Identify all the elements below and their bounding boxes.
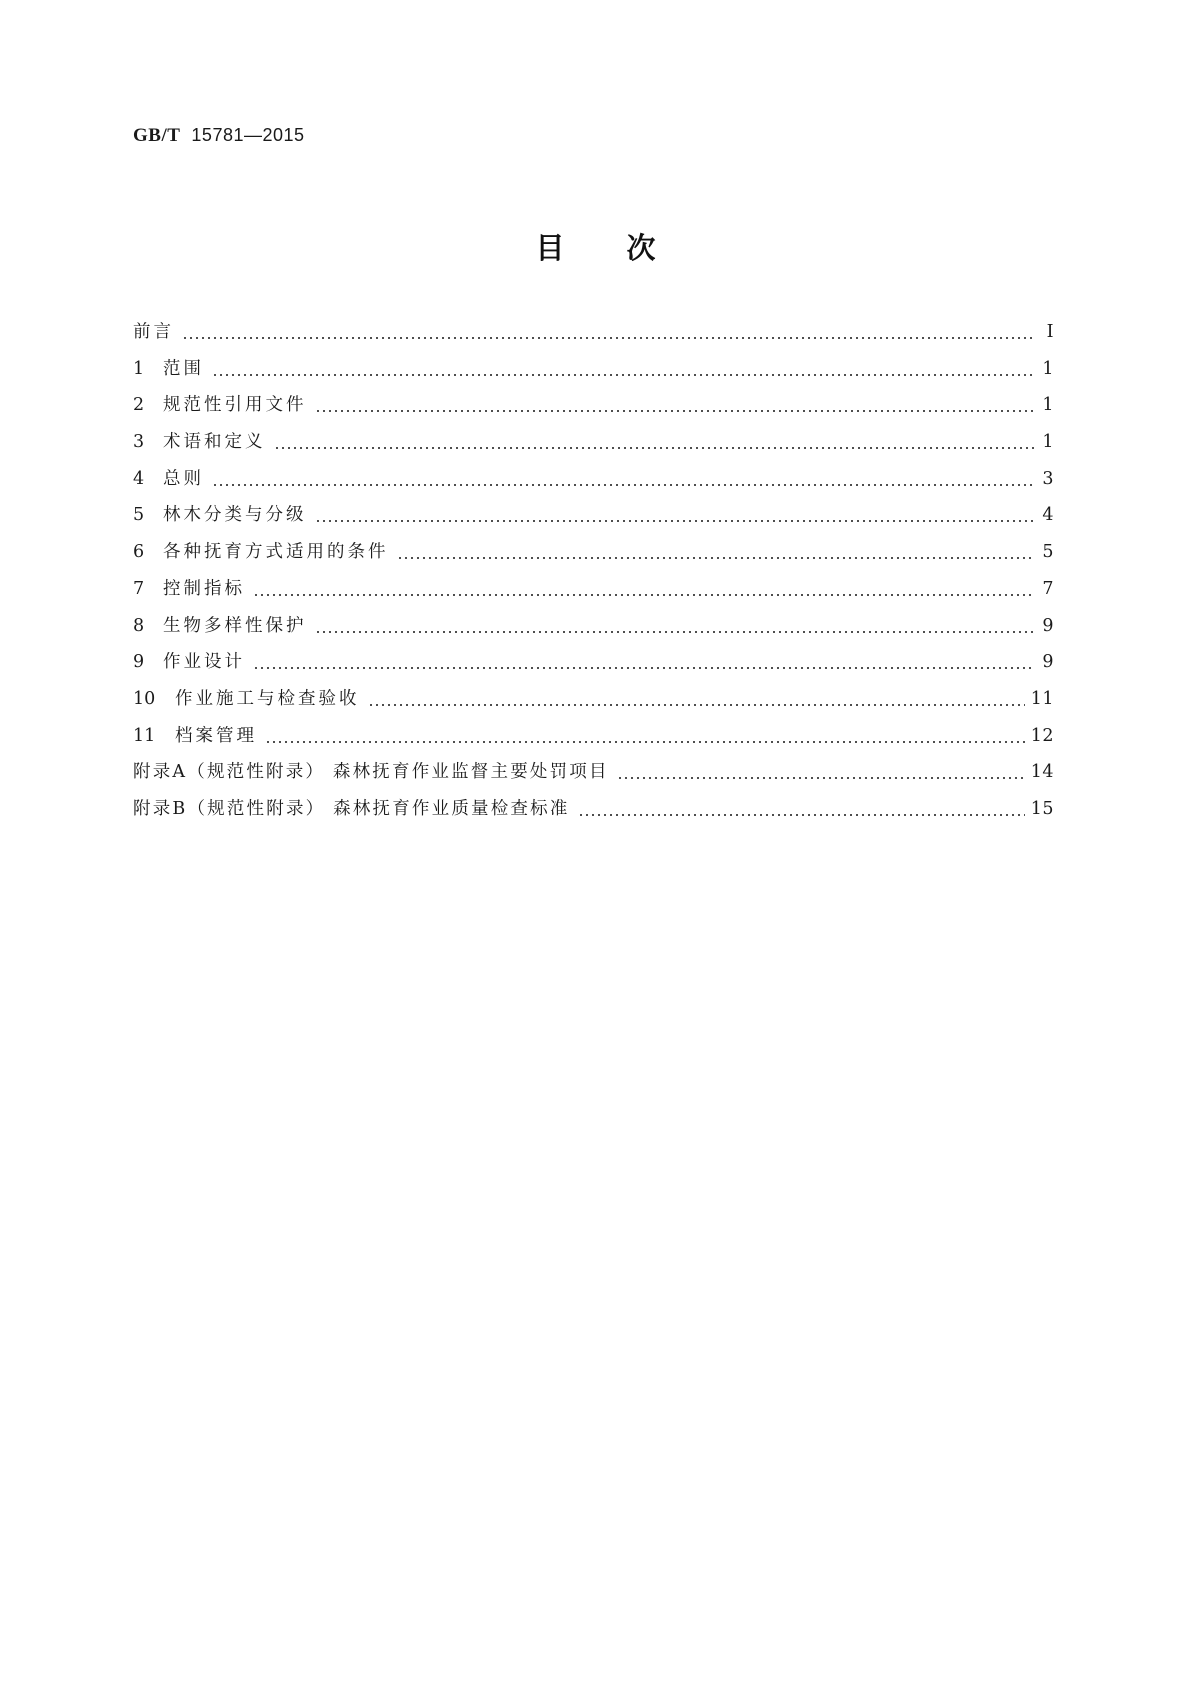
toc-entry-label: 前言 — [133, 322, 174, 342]
toc-entry-page: 7 — [1042, 578, 1054, 599]
toc-entry-number: 8 — [133, 615, 145, 636]
toc-entry[interactable] — [133, 320, 1054, 357]
toc-entry[interactable] — [133, 467, 1054, 504]
toc-entry-page: Ⅰ — [1046, 322, 1054, 342]
toc-entry-page: 5 — [1042, 542, 1054, 563]
toc-entry-page: 11 — [1030, 688, 1054, 709]
standard-number: 15781—2015 — [191, 125, 305, 145]
toc-entry-number: 6 — [133, 542, 145, 563]
toc-entry-page: 1 — [1042, 395, 1054, 416]
toc-entry-page: 15 — [1030, 798, 1054, 819]
toc-entry-page: 9 — [1042, 615, 1054, 636]
toc-entry-number: 11 — [133, 725, 156, 746]
toc-entry[interactable] — [133, 760, 1054, 797]
toc-entry-label: 控制指标 — [163, 578, 245, 599]
toc-entry-page: 1 — [1042, 358, 1054, 379]
dot-leader — [253, 577, 1034, 601]
toc-entry[interactable] — [133, 577, 1054, 614]
toc-entry[interactable] — [133, 393, 1054, 430]
toc-entry-label: 生物多样性保护 — [163, 615, 307, 636]
toc-entry-number: 4 — [133, 468, 145, 489]
toc-entry-label: 总则 — [163, 468, 204, 489]
toc-entry-number: 9 — [133, 652, 145, 673]
toc-entry-number: 5 — [133, 505, 145, 526]
dot-leader — [212, 357, 1034, 381]
dot-leader — [212, 467, 1034, 491]
toc-entry[interactable] — [133, 540, 1054, 577]
dot-leader — [617, 760, 1025, 784]
dot-leader — [315, 503, 1035, 527]
toc-entry-number: 2 — [133, 395, 145, 416]
toc-entry-label: 作业施工与检查验收 — [175, 688, 360, 709]
toc-entry-label: 规范性引用文件 — [163, 395, 307, 416]
standard-prefix: GB/T — [133, 125, 181, 146]
toc-entry-label: 附录A（规范性附录） 森林抚育作业监督主要处罚项目 — [133, 762, 609, 783]
toc-entry-page: 3 — [1042, 468, 1054, 489]
dot-leader — [397, 540, 1035, 564]
toc-entry[interactable] — [133, 357, 1054, 394]
toc-entry[interactable] — [133, 614, 1054, 651]
toc-entry-label: 各种抚育方式适用的条件 — [163, 542, 389, 563]
page-title — [0, 226, 1191, 267]
toc-entry-number: 3 — [133, 432, 145, 453]
toc-entry[interactable] — [133, 724, 1054, 761]
toc-entry[interactable] — [133, 503, 1054, 540]
title-char-1: 目 — [535, 231, 565, 265]
dot-leader — [182, 320, 1034, 344]
toc-entry-label: 林木分类与分级 — [163, 505, 307, 526]
table-of-contents — [133, 320, 1054, 834]
title-char-2: 次 — [626, 231, 656, 265]
toc-entry-page: 9 — [1042, 652, 1054, 673]
toc-entry-page: 4 — [1042, 505, 1054, 526]
toc-entry-page: 12 — [1030, 725, 1054, 746]
toc-entry-page: 1 — [1042, 432, 1054, 453]
toc-entry-number: 7 — [133, 578, 145, 599]
dot-leader — [253, 650, 1034, 674]
dot-leader — [315, 614, 1035, 638]
toc-entry-number: 10 — [133, 688, 156, 709]
toc-entry-label: 作业设计 — [163, 652, 245, 673]
toc-entry-page: 14 — [1030, 762, 1054, 783]
dot-leader — [315, 393, 1035, 417]
dot-leader — [368, 687, 1025, 711]
toc-entry[interactable] — [133, 797, 1054, 834]
toc-entry-label: 档案管理 — [175, 725, 257, 746]
toc-entry[interactable] — [133, 650, 1054, 687]
toc-entry-label: 附录B（规范性附录） 森林抚育作业质量检查标准 — [133, 798, 570, 819]
toc-entry[interactable] — [133, 687, 1054, 724]
standard-code — [133, 125, 305, 147]
dot-leader — [274, 430, 1035, 454]
toc-entry-label: 术语和定义 — [163, 432, 266, 453]
dot-leader — [265, 724, 1025, 748]
dot-leader — [578, 797, 1025, 821]
toc-entry[interactable] — [133, 430, 1054, 467]
toc-entry-number: 1 — [133, 358, 145, 379]
toc-entry-label: 范围 — [163, 358, 204, 379]
